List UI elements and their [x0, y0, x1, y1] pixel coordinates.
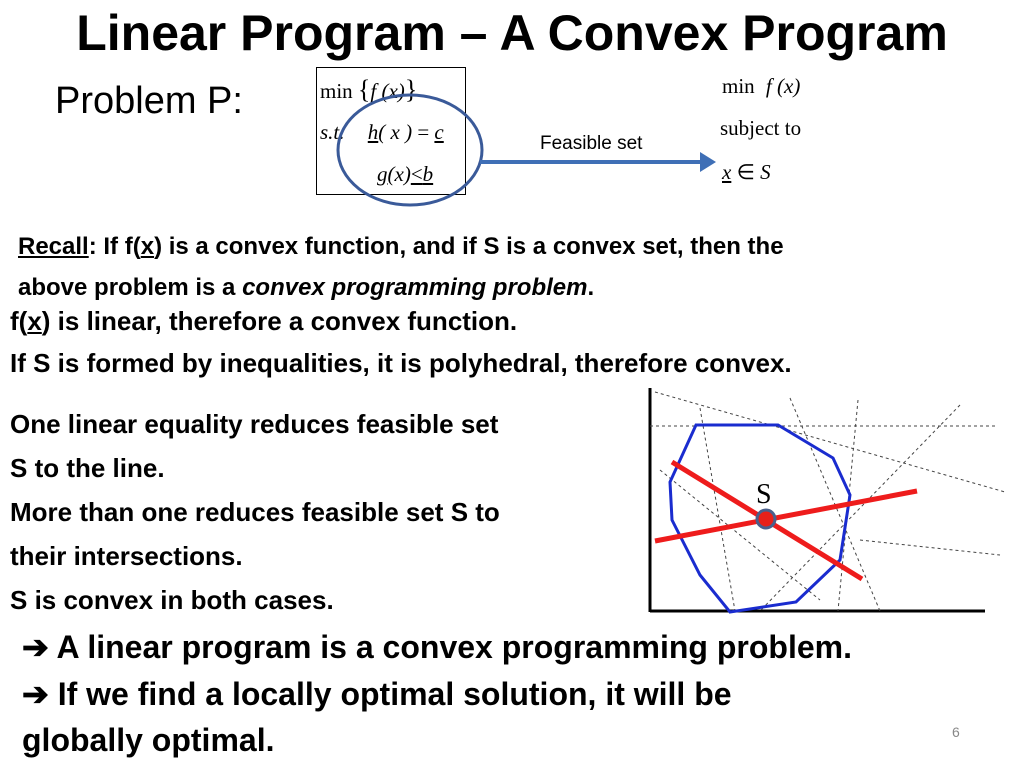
conclusion-2 [22, 675, 732, 713]
recall-text-2: ) is a convex function, and if S is a convex set, then the [154, 233, 784, 260]
slide-title: Linear Program – A Convex Program [76, 5, 948, 61]
page-number: 6 [952, 724, 960, 740]
conclusion-tail: globally optimal. [22, 722, 275, 758]
h-argument: ( x ) [378, 120, 413, 144]
linear-statement [10, 306, 517, 337]
linear-x: x [27, 306, 42, 336]
intersection-point [757, 510, 775, 528]
conclusion-2-text: If we find a locally optimal solution, it will be [57, 676, 732, 712]
st-keyword: s.t. [320, 120, 345, 144]
linear-prefix: f( [10, 306, 28, 336]
recall-line-1 [18, 226, 978, 267]
equality-explanation [10, 402, 620, 622]
recall-line2-prefix: above problem is a [18, 274, 243, 301]
brace-open: { [357, 75, 371, 104]
recall-x: x [140, 233, 155, 260]
less-than-sign: < [410, 162, 423, 186]
c-vector: c [434, 120, 444, 144]
recall-word: Recall [18, 233, 89, 260]
h-function: h [367, 120, 379, 144]
recall-paragraph [18, 226, 978, 308]
polyhedral-statement: If S is formed by inequalities, it is polyhedral, therefore convex. [10, 348, 792, 378]
constraint-line [655, 392, 1005, 492]
min-keyword: min [320, 79, 353, 103]
conclusion-1 [22, 628, 852, 666]
problem-label: Problem P: [55, 80, 243, 122]
recall-line2-italic: convex programming problem [242, 274, 588, 301]
recall-line-2 [18, 267, 978, 308]
arrow-icon: ➔ [22, 676, 49, 712]
objective-function: f (x) [370, 79, 405, 103]
recall-text-1: : If f( [88, 233, 141, 260]
x-vector: x [722, 160, 732, 184]
arrow-icon: ➔ [22, 629, 49, 665]
explanation-line: S is convex in both cases. [10, 585, 334, 615]
set-S: S [760, 160, 771, 184]
objective-function-2: f (x) [765, 74, 801, 98]
recall-line2-suffix: . [587, 274, 595, 301]
element-of-symbol: ∈ [736, 160, 755, 184]
feasible-set-arrowhead [700, 152, 716, 172]
linear-suffix: ) is linear, therefore a convex function. [41, 306, 518, 336]
equals-sign: = [417, 120, 430, 144]
constraint-line [860, 540, 1000, 555]
g-argument: (x) [387, 162, 411, 186]
b-vector: b [422, 162, 434, 186]
conclusion-1-text: A linear program is a convex programming problem. [56, 629, 852, 665]
feasible-set-label: Feasible set [540, 133, 643, 154]
subject-to-label: subject to [720, 116, 802, 140]
g-function: g [377, 162, 388, 186]
explanation-line: More than one reduces feasible set S to [10, 497, 500, 527]
explanation-line: their intersections. [10, 541, 243, 571]
min-keyword-2: min [722, 74, 755, 98]
explanation-line: One linear equality reduces feasible set [10, 409, 499, 439]
set-S-label: S [756, 479, 772, 510]
explanation-line: S to the line. [10, 453, 165, 483]
constraint-highlight-ellipse [338, 95, 482, 205]
brace-close: } [404, 75, 418, 104]
